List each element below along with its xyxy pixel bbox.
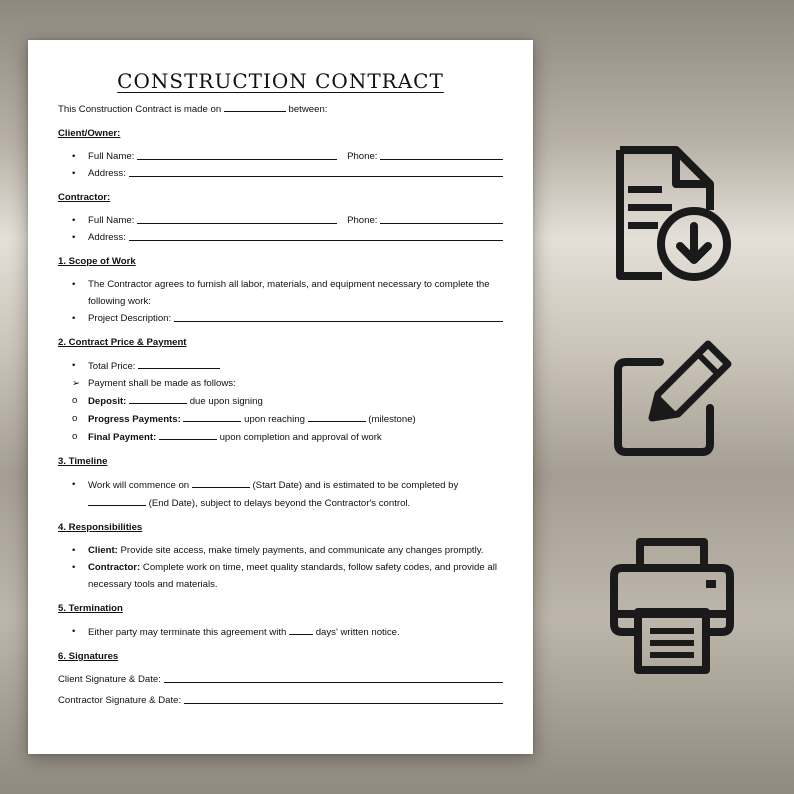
contractor-name-row: • Full Name: Phone: xyxy=(58,212,503,229)
client-signature-row xyxy=(58,671,503,688)
client-address-label: Address: xyxy=(88,168,126,179)
intro-line xyxy=(58,100,503,118)
progress-tail: (milestone) xyxy=(368,414,416,425)
document-title: CONSTRUCTION CONTRACT xyxy=(117,69,444,93)
client-heading: Client/Owner: xyxy=(58,128,121,139)
timeline-tail: (End Date), subject to delays beyond the Contractor's control. xyxy=(148,498,411,509)
scope-item: • The Contractor agrees to furnish all labor, materials, and equipment necessary to complete the following work: xyxy=(72,279,490,307)
termination-heading: 5. Termination xyxy=(58,603,123,614)
termination-item: • Either party may terminate this agreement with days' written notice. xyxy=(58,623,503,641)
client-name-blank xyxy=(137,148,337,160)
contractor-name-blank xyxy=(137,212,337,224)
termination-tail: days' written notice. xyxy=(315,627,400,638)
contractor-address-label: Address: xyxy=(88,232,126,243)
client-fields xyxy=(58,148,503,182)
deposit-blank xyxy=(129,392,187,404)
edit-icon xyxy=(610,336,734,460)
client-phone-blank xyxy=(380,148,503,160)
printer-icon xyxy=(610,536,734,674)
timeline-list xyxy=(58,476,503,512)
final-payment-text: upon completion and approval of work xyxy=(219,432,382,443)
signatures-heading: 6. Signatures xyxy=(58,651,119,662)
timeline-item: • Work will commence on (Start Date) and is estimated to be completed by (End Date), subject to delays beyond the Contractor's control. xyxy=(58,476,503,512)
progress-mid: upon reaching xyxy=(244,414,305,425)
notice-days-blank xyxy=(289,623,313,635)
contractor-phone-blank xyxy=(380,212,503,224)
responsibilities-list xyxy=(58,542,503,593)
milestone-blank xyxy=(308,410,366,422)
total-price-blank xyxy=(138,357,220,369)
contractor-signature-label: Contractor Signature & Date: xyxy=(58,695,182,706)
final-payment-row: o Final Payment: upon completion and approval of work xyxy=(58,428,503,446)
document-download-icon xyxy=(610,146,734,284)
intro-text: This Construction Contract is made on xyxy=(58,104,222,115)
deposit-label: Deposit: xyxy=(88,396,127,407)
contract-document xyxy=(28,40,533,754)
price-heading: 2. Contract Price & Payment xyxy=(58,337,187,348)
date-blank xyxy=(224,100,286,112)
progress-label: Progress Payments: xyxy=(88,414,181,425)
final-payment-blank xyxy=(159,428,217,440)
total-price-row: • Total Price: xyxy=(58,357,503,375)
client-signature-blank xyxy=(164,671,503,683)
contractor-address-row: • Address: xyxy=(58,229,503,246)
project-description-row: • Project Description: xyxy=(58,310,503,327)
client-responsibility-text: Provide site access, make timely payments, and communicate any changes promptly. xyxy=(120,545,484,556)
scope-text: The Contractor agrees to furnish all labor, materials, and equipment necessary to complete the following work: xyxy=(88,279,490,307)
project-description-label: Project Description: xyxy=(88,313,172,324)
responsibilities-heading: 4. Responsibilities xyxy=(58,522,143,533)
contractor-responsibility-text: Complete work on time, meet quality standards, follow safety codes, and provide all necessary tools and materials. xyxy=(88,562,497,590)
contractor-responsibility: • Contractor: Complete work on time, meet quality standards, follow safety codes, and provide all necessary tools and materials. xyxy=(72,562,497,590)
scope-heading: 1. Scope of Work xyxy=(58,256,136,267)
contractor-name-label: Full Name: xyxy=(88,215,135,226)
progress-row: o Progress Payments: upon reaching (milestone) xyxy=(58,410,503,428)
deposit-text: due upon signing xyxy=(189,396,263,407)
timeline-pre: Work will commence on xyxy=(88,480,190,491)
total-price-label: Total Price: xyxy=(88,361,136,372)
termination-list xyxy=(58,623,503,641)
client-responsibility: • Client: Provide site access, make timely payments, and communicate any changes promptly. xyxy=(72,545,484,556)
end-date-blank xyxy=(88,494,146,506)
contractor-fields xyxy=(58,212,503,246)
price-list xyxy=(58,357,503,446)
final-payment-label: Final Payment: xyxy=(88,432,157,443)
client-name-label: Full Name: xyxy=(88,151,135,162)
payment-intro-row: ➢ Payment shall be made as follows: xyxy=(72,378,236,389)
scope-list xyxy=(58,276,503,327)
client-address-blank xyxy=(129,165,503,177)
start-date-blank xyxy=(192,476,250,488)
client-address-row: • Address: xyxy=(58,165,503,182)
contractor-address-blank xyxy=(129,229,503,241)
contractor-responsibility-label: Contractor: xyxy=(88,562,141,573)
contractor-signature-row xyxy=(58,692,503,709)
deposit-row: o Deposit: due upon signing xyxy=(58,392,503,410)
client-phone-label: Phone: xyxy=(347,151,378,162)
contractor-phone-label: Phone: xyxy=(347,215,378,226)
intro-between: between: xyxy=(288,104,328,115)
client-signature-label: Client Signature & Date: xyxy=(58,674,161,685)
project-description-blank xyxy=(174,310,503,322)
timeline-heading: 3. Timeline xyxy=(58,456,108,467)
termination-pre: Either party may terminate this agreement with xyxy=(88,627,287,638)
client-responsibility-label: Client: xyxy=(88,545,118,556)
progress-blank xyxy=(183,410,241,422)
timeline-mid: (Start Date) and is estimated to be completed by xyxy=(252,480,459,491)
payment-intro: Payment shall be made as follows: xyxy=(88,378,236,389)
contractor-heading: Contractor: xyxy=(58,192,111,203)
contractor-signature-blank xyxy=(184,692,503,704)
client-name-row: • Full Name: Phone: xyxy=(58,148,503,165)
